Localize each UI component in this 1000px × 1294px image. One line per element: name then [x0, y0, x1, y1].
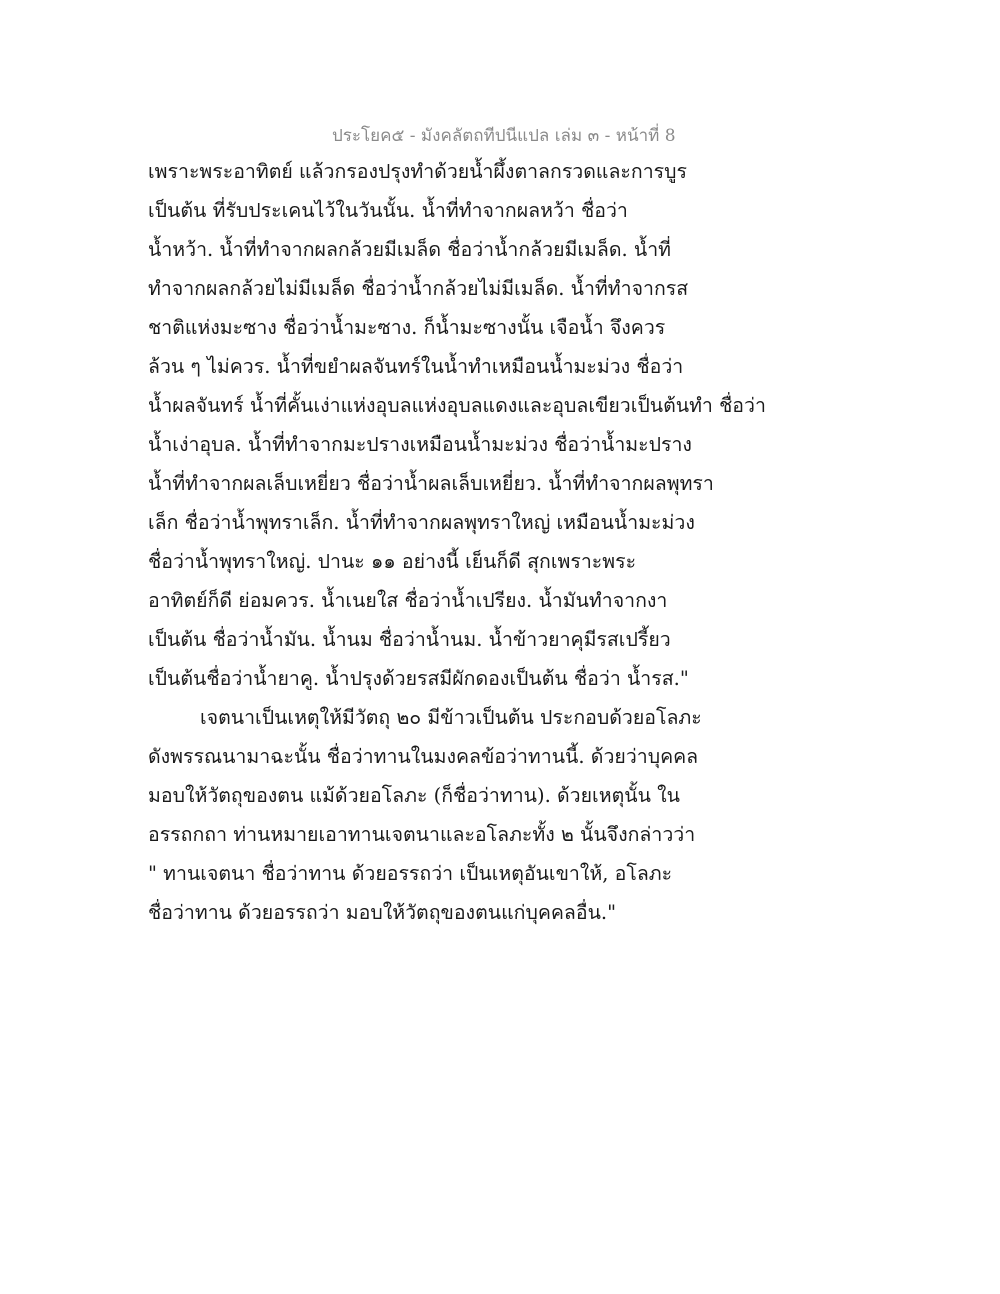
text-line: น้ำหว้า. น้ำที่ทำจากผลกล้วยมีเมล็ด ชื่อว่าน้ำกล้วยมีเมล็ด. น้ำที่ — [148, 238, 672, 261]
text-line: เพราะพระอาทิตย์ แล้วกรองปรุงทำด้วยน้ำผึ้งตาลกรวดและการบูร — [148, 160, 687, 183]
text-line: ล้วน ๆ ไม่ควร. น้ำที่ขยำผลจันทร์ในน้ำทำเหมือนน้ำมะม่วง ชื่อว่า — [148, 355, 684, 378]
text-line: ทำจากผลกล้วยไม่มีเมล็ด ชื่อว่าน้ำกล้วยไม่มีเมล็ด. น้ำที่ทำจากรส — [148, 277, 689, 300]
text-line: น้ำที่ทำจากผลเล็บเหยี่ยว ชื่อว่าน้ำผลเล็บเหยี่ยว. น้ำที่ทำจากผลพุทรา — [148, 472, 714, 495]
text-line: เล็ก ชื่อว่าน้ำพุทราเล็ก. น้ำที่ทำจากผลพุทราใหญ่ เหมือนน้ำมะม่วง — [148, 511, 695, 534]
text-line: เจตนาเป็นเหตุให้มีวัตถุ ๒๐ มีข้าวเป็นต้น ประกอบด้วยอโลภะ — [200, 706, 702, 729]
text-line: ชาติแห่งมะซาง ชื่อว่าน้ำมะซาง. ก็น้ำมะซางนั้น เจือน้ำ จึงควร — [148, 316, 666, 339]
text-line: ชื่อว่าน้ำพุทราใหญ่. ปานะ ๑๑ อย่างนี้ เย็นก็ดี สุกเพราะพระ — [148, 550, 637, 573]
text-line: อรรถกถา ท่านหมายเอาทานเจตนาและอโลภะทั้ง ๒ นั้นจึงกล่าวว่า — [148, 823, 696, 846]
text-line: ดังพรรณนามาฉะนั้น ชื่อว่าทานในมงคลข้อว่าทานนี้. ด้วยว่าบุคคล — [148, 745, 699, 768]
text-line: เป็นต้น ชื่อว่าน้ำมัน. น้ำนม ชื่อว่าน้ำนม. น้ำข้าวยาคุมีรสเปรี้ยว — [148, 628, 671, 651]
text-line: เป็นต้นชื่อว่าน้ำยาคู. น้ำปรุงด้วยรสมีผักดองเป็นต้น ชื่อว่า น้ำรส." — [148, 667, 689, 690]
text-line: ชื่อว่าทาน ด้วยอรรถว่า มอบให้วัตถุของตนแก่บุคคลอื่น." — [148, 901, 617, 924]
text-line: " ทานเจตนา ชื่อว่าทาน ด้วยอรรถว่า เป็นเหตุอันเขาให้, อโลภะ — [148, 862, 673, 885]
text-line: มอบให้วัตถุของตน แม้ด้วยอโลภะ (ก็ชื่อว่าทาน). ด้วยเหตุนั้น ใน — [148, 784, 680, 807]
running-header: ประโยค๕ - มังคลัตถทีปนีแปล เล่ม ๓ - หน้าที่ 8 — [332, 126, 676, 146]
text-line: เป็นต้น ที่รับประเคนไว้ในวันนั้น. น้ำที่ทำจากผลหว้า ชื่อว่า — [148, 199, 628, 222]
text-line: น้ำผลจันทร์ น้ำที่คั้นเง่าแห่งอุบลแห่งอุบลแดงและอุบลเขียวเป็นต้นทำ ชื่อว่า — [148, 394, 766, 417]
text-line: น้ำเง่าอุบล. น้ำที่ทำจากมะปรางเหมือนน้ำมะม่วง ชื่อว่าน้ำมะปราง — [148, 433, 692, 456]
text-line: อาทิตย์ก็ดี ย่อมควร. น้ำเนยใส ชื่อว่าน้ำเปรียง. น้ำมันทำจากงา — [148, 589, 668, 612]
